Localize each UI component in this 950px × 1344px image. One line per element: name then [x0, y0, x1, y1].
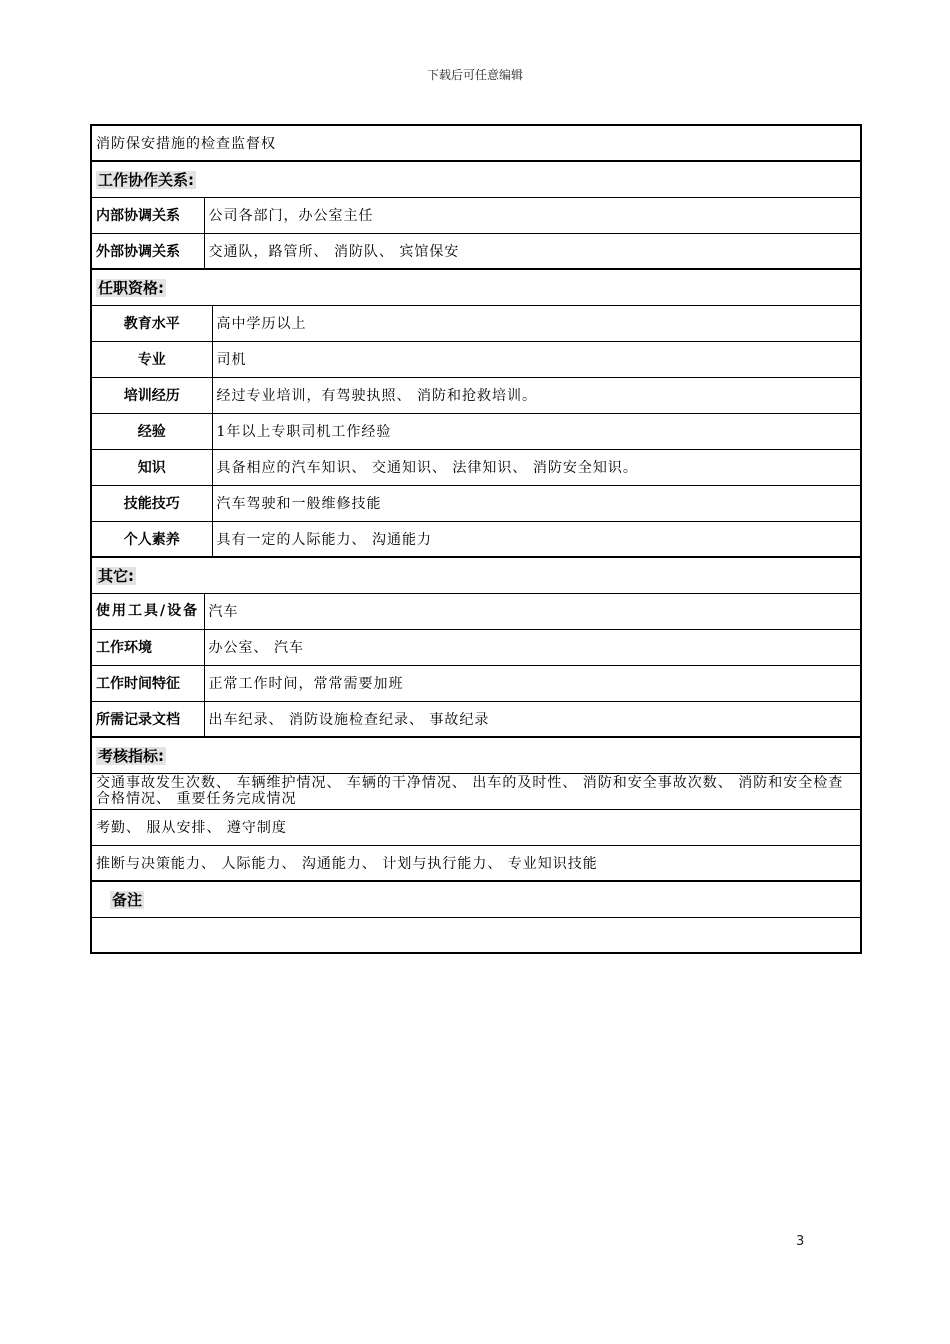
other-row	[91, 701, 861, 737]
section-other-title: 其它:	[98, 566, 134, 585]
qualification-value: 1年以上专职司机工作经验	[212, 413, 861, 449]
cooperation-value: 交通队，路管所、 消防队、 宾馆保安	[204, 233, 861, 269]
assessment-row	[91, 809, 861, 845]
section-assessment	[91, 737, 861, 773]
cooperation-label: 外部协调关系	[91, 233, 204, 269]
section-assessment-title: 考核指标:	[98, 746, 164, 765]
other-value: 汽车	[204, 593, 861, 629]
section-remarks-title: 备注	[112, 890, 143, 909]
qualification-value: 司机	[212, 341, 861, 377]
page-number: 3	[796, 1234, 805, 1249]
other-row	[91, 629, 861, 665]
qualification-label: 专业	[91, 341, 212, 377]
section-qualification	[91, 269, 861, 305]
section-other	[91, 557, 861, 593]
qualification-row	[91, 449, 861, 485]
cooperation-row	[91, 233, 861, 269]
remarks-value	[91, 917, 861, 953]
section-qualification-title: 任职资格:	[98, 278, 164, 297]
other-value: 正常工作时间，常常需要加班	[204, 665, 861, 701]
other-value: 办公室、 汽车	[204, 629, 861, 665]
qualification-value: 高中学历以上	[212, 305, 861, 341]
qualification-value: 经过专业培训，有驾驶执照、 消防和抢救培训。	[212, 377, 861, 413]
qualification-row	[91, 305, 861, 341]
qualification-row	[91, 341, 861, 377]
other-value: 出车纪录、 消防设施检查纪录、 事故纪录	[204, 701, 861, 737]
assessment-item: 交通事故发生次数、 车辆维护情况、 车辆的干净情况、 出车的及时性、 消防和安全事故次数、 消防和安全检查合格情况、 重要任务完成情况	[91, 773, 861, 809]
other-label: 工作时间特征	[91, 665, 204, 701]
authority-text: 消防保安措施的检查监督权	[91, 125, 861, 161]
qualification-label: 经验	[91, 413, 212, 449]
other-label: 所需记录文档	[91, 701, 204, 737]
qualification-label: 个人素养	[91, 521, 212, 557]
cooperation-row	[91, 197, 861, 233]
assessment-item: 考勤、 服从安排、 遵守制度	[91, 809, 861, 845]
section-cooperation	[91, 161, 861, 197]
qualification-value: 具备相应的汽车知识、 交通知识、 法律知识、 消防安全知识。	[212, 449, 861, 485]
section-remarks	[91, 881, 861, 917]
assessment-row	[91, 845, 861, 881]
job-description-table	[90, 124, 862, 954]
remarks-row	[91, 917, 861, 953]
authority-row	[91, 125, 861, 161]
qualification-value: 汽车驾驶和一般维修技能	[212, 485, 861, 521]
qualification-label: 教育水平	[91, 305, 212, 341]
section-cooperation-title: 工作协作关系:	[98, 170, 194, 189]
other-label: 使用工具/设备	[91, 593, 204, 629]
qualification-label: 培训经历	[91, 377, 212, 413]
qualification-row	[91, 413, 861, 449]
assessment-row	[91, 773, 861, 809]
assessment-item: 推断与决策能力、 人际能力、 沟通能力、 计划与执行能力、 专业知识技能	[91, 845, 861, 881]
qualification-row	[91, 521, 861, 557]
qualification-row	[91, 485, 861, 521]
qualification-label: 知识	[91, 449, 212, 485]
cooperation-value: 公司各部门，办公室主任	[204, 197, 861, 233]
other-row	[91, 665, 861, 701]
page-header: 下载后可任意编辑	[426, 68, 523, 82]
qualification-row	[91, 377, 861, 413]
other-label: 工作环境	[91, 629, 204, 665]
cooperation-label: 内部协调关系	[91, 197, 204, 233]
qualification-value: 具有一定的人际能力、 沟通能力	[212, 521, 861, 557]
qualification-label: 技能技巧	[91, 485, 212, 521]
other-row	[91, 593, 861, 629]
